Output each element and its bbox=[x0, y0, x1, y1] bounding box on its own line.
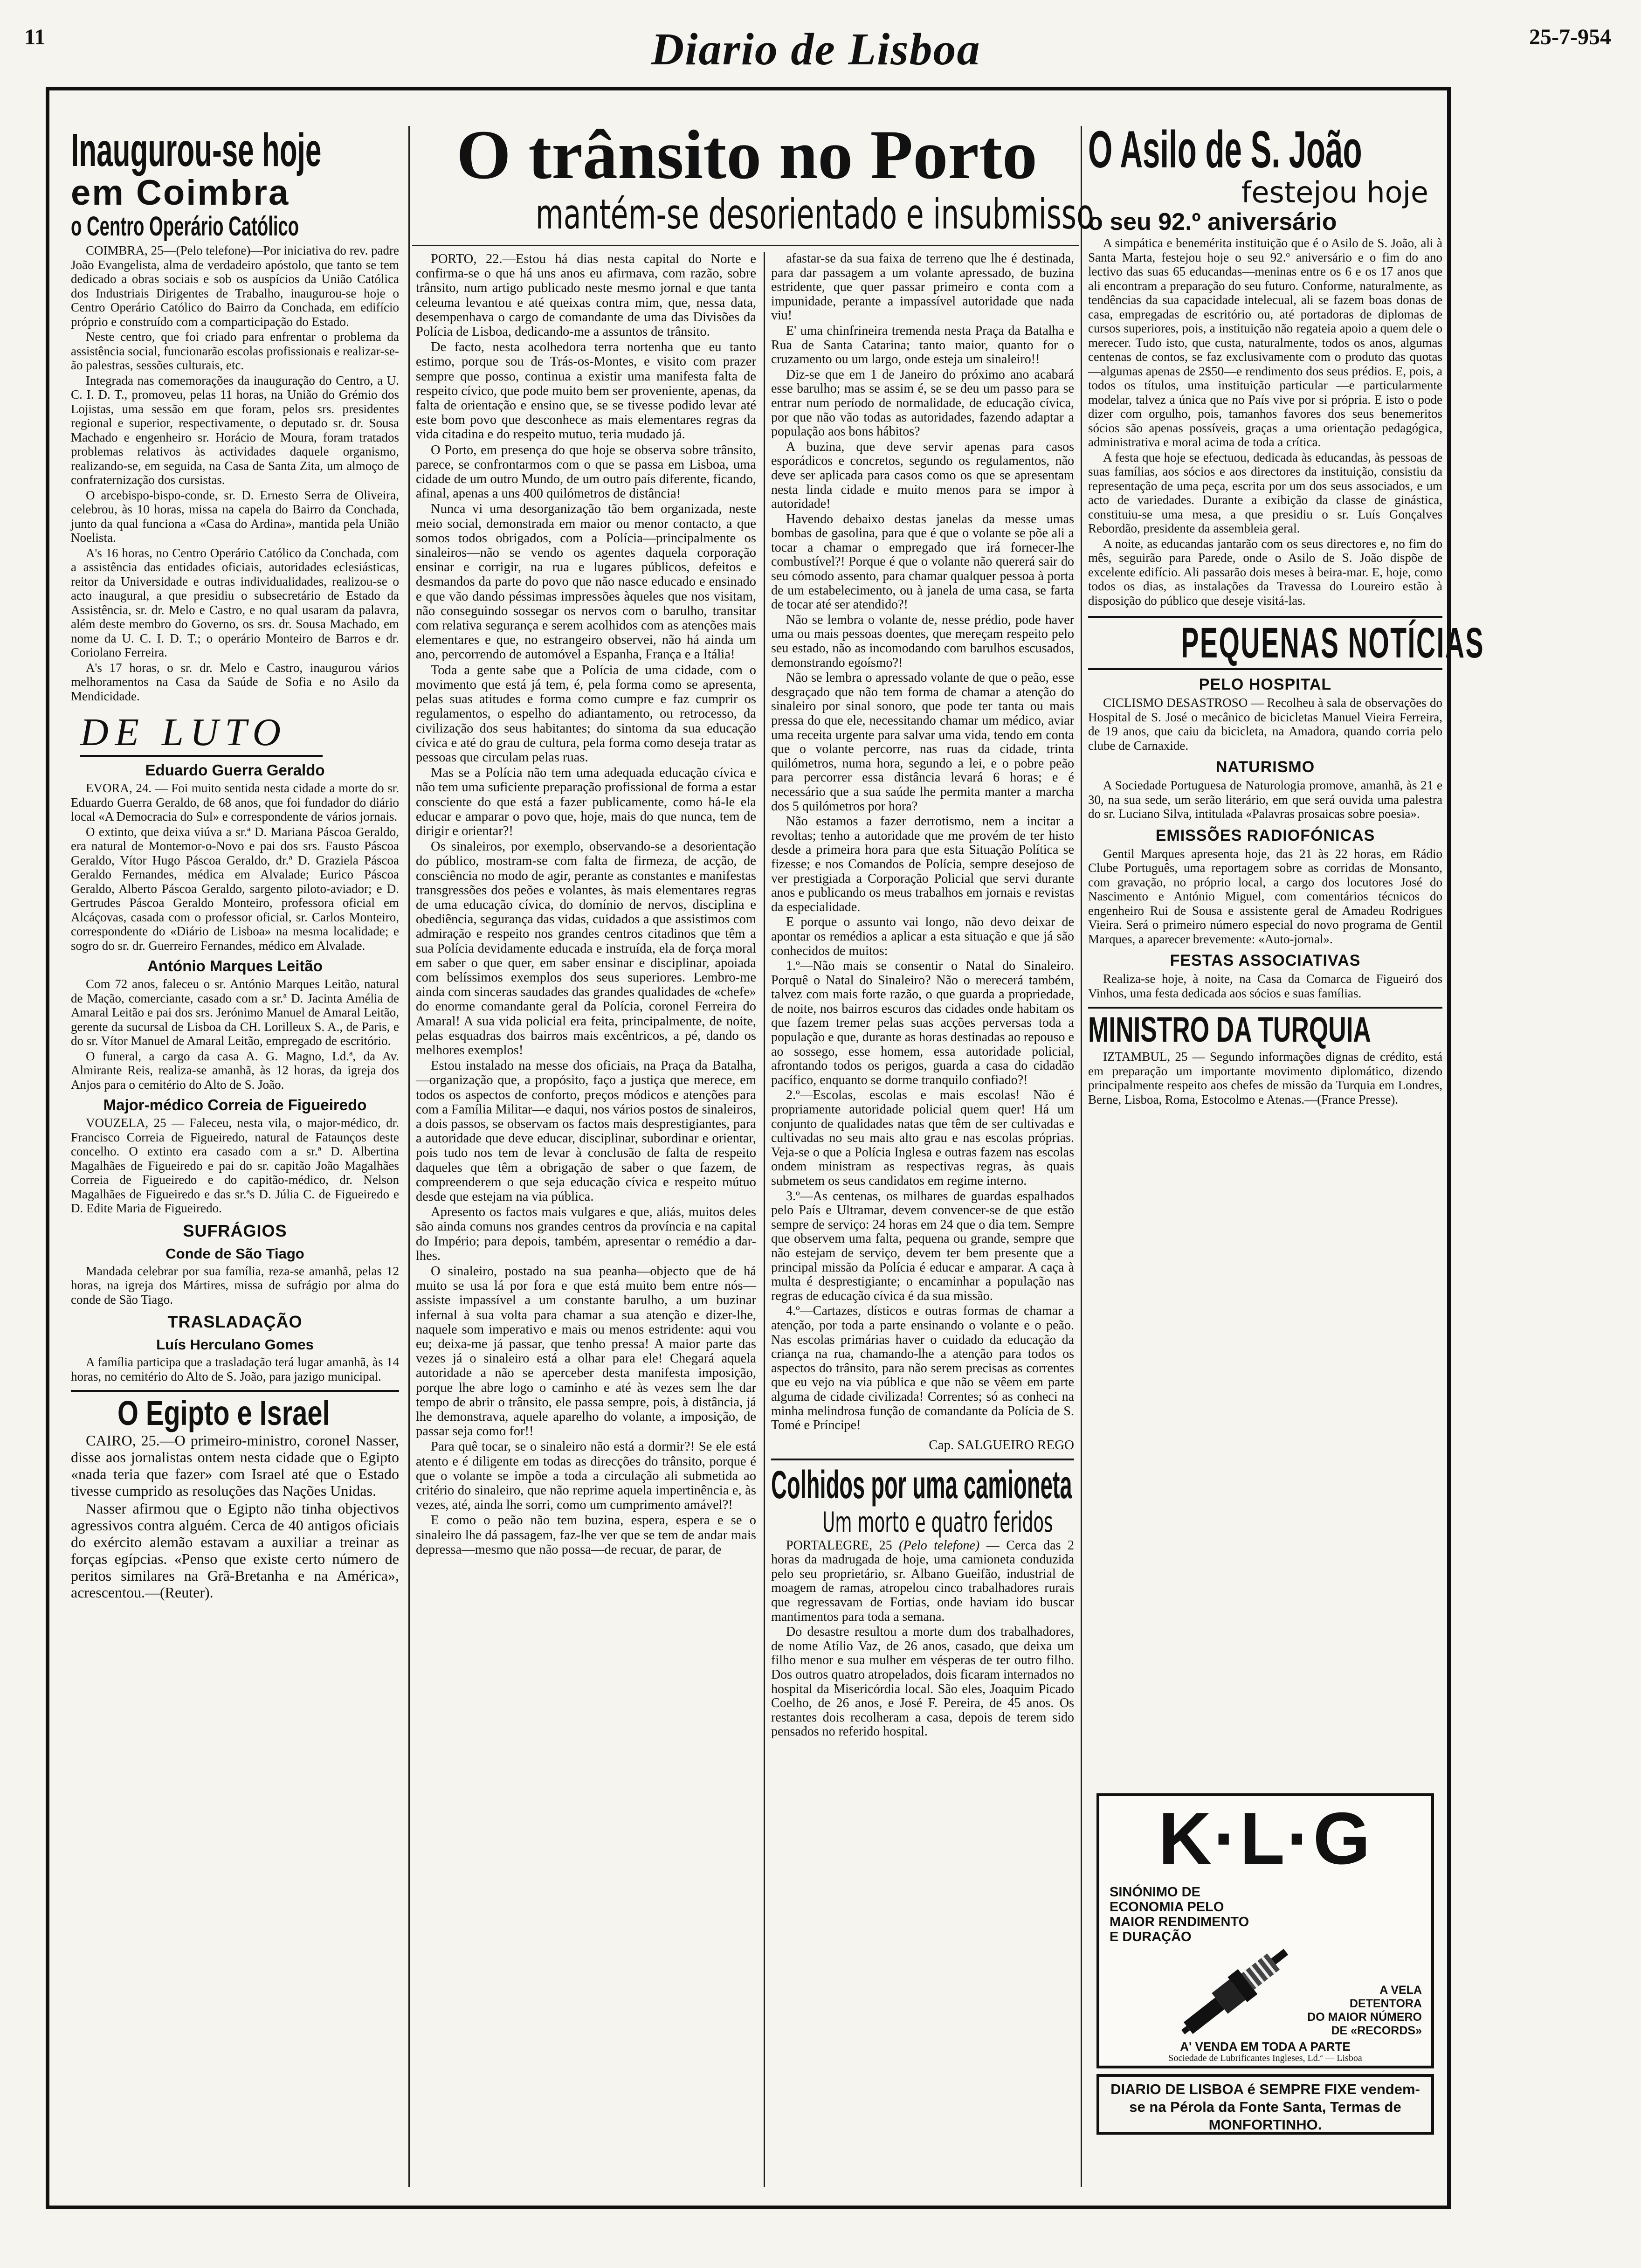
transito-body-part1 bbox=[416, 252, 756, 1557]
obituary-text bbox=[71, 977, 399, 1092]
paragraph: O sinaleiro, postado na sua peanha—objecto que de há muito se usa lá por fora e que está muito bem entre nós—assiste impassível a um constante barulho, a um buzinar infernal à sua volta para chamar a sua atenção e dizer-lhe, naquele som imperativo e mais ou menos estridente: aqui vou eu; deixa-me já passar, que tenho pressa! A maior parte das vezes já o sinaleiro está a olhar para ele! Chegará aquela autoridade a não se aperceber desta manifesta imposição, porque lhe abre logo o caminho e até às vezes sem lhe dar tempo de abrir o trânsito, ele passa sempre, pois, à distância, já lhe demonstrava, aquele aparelho do volante, a imposição, de passar seja como for!! bbox=[416, 1264, 756, 1439]
page-number: 11 bbox=[24, 25, 46, 49]
sufragios-name: Conde de São Tiago bbox=[165, 1245, 304, 1262]
egipto-article bbox=[71, 1390, 399, 1601]
ministro-headline: MINISTRO DA TURQUIA bbox=[1088, 1010, 1371, 1050]
coimbra-body bbox=[71, 243, 399, 703]
paragraph: Para quê tocar, se o sinaleiro não está a dormir?! Se ele está atento e é diligente em todas as direcções do trânsito, porque é que o volante se impõe a toda a circulação ali submetida ao critério do sinaleiro, que não reprime aquela impertinência e, às vezes, até, ainda lhe sorri, como um cumprimento amável?! bbox=[416, 1439, 756, 1513]
headline-rule bbox=[412, 245, 1079, 246]
transito-body-part2 bbox=[771, 252, 1074, 1433]
dateline-paren: (Pelo telefone) bbox=[899, 1538, 980, 1553]
slogan-line: MAIOR RENDIMENTO bbox=[1110, 1915, 1249, 1929]
obituary-name: António Marques Leitão bbox=[147, 957, 323, 975]
news-item-heading: PELO HOSPITAL bbox=[1199, 676, 1332, 693]
transito-headline: O trânsito no Porto bbox=[456, 116, 1037, 194]
paragraph: Não estamos a fazer derrotismo, nem a incitar a revoltas; tenho a autoridade que me provém de ter histo desde a primeira hora para que esta Situação Política se fizesse; e nos Comandos de Polícia, sempre desejoso de ver prestigiada a Corporação Policial que servi durante anos e publicando os meus trabalhos em jornais e revistas da especialidade. bbox=[771, 814, 1074, 914]
paragraph: afastar-se da sua faixa de terreno que lhe é destinada, para dar passagem a um volante apressado, de buzina estridente, que quer passar primeiro e conta com a impunidade, perante a impassível autoridade que nada viu! bbox=[771, 251, 1074, 323]
ministro-article bbox=[1088, 1007, 1442, 1106]
company-name: Ingleses, Ld.ª — Lisboa bbox=[1272, 2053, 1362, 2063]
camioneta-headline: Colhidos por uma camioneta bbox=[771, 1462, 1072, 1507]
obituary-name: Eduardo Guerra Geraldo bbox=[145, 761, 325, 779]
news-item-text bbox=[1088, 847, 1442, 947]
paragraph: A noite, as educandas jantarão com os seus directores e, no fim do mês, seguirão para Parede, onde o Asilo de S. João dispõe de excelente edifício. Ali passarão dois meses à beira-mar. E, hoje, como todos os dias, as instalações da Travessa do Loureiro estão à disposição do público que deseje visitá-las. bbox=[1088, 536, 1442, 608]
news-item-text bbox=[1088, 972, 1442, 1000]
paragraph: Não se lembra o apressado volante de que o peão, esse desgraçado que não tem forma de chamar a atenção do sinaleiro por sinal sonoro, que pode ter tanta ou mais pressa do que ele, necessitando chamar um médico, aviar uma receita urgente para salvar uma vida, tendo em conta que o volante percorre, nas ruas da cidade, trinta quilómetros, numa hora, segundo a lei, e o pobre peão para percorrer essa distância levará 6 horas; e é necessário que a sua saúde lhe permita manter a marcha dos 5 quilómetros por hora? bbox=[771, 671, 1074, 814]
klg-availability: A' VENDA EM TODA A PARTE bbox=[1180, 2040, 1351, 2054]
pequenas-noticias-heading: PEQUENAS NOTÍCIAS bbox=[1181, 619, 1485, 667]
news-item-text bbox=[1088, 696, 1442, 753]
paragraph: Nunca vi uma desorganização tão bem organizada, neste meio social, demonstrada em maior ou menor contacto, a que somos todos obrigados, com a Polícia—principalmente os sinaleiros—não se vendo os agentes daquela corporação ensinar e corrigir, na rua e lugares públicos, defeitos e desmandos da parte do povo que não nasce educado e ensinado e que vão dando péssimas impressões àqueles que nos visitam, não conseguindo sossegar os nervos com o barulho, transitar com relativa segurança e serem acolhidos com as atenções mais elementares e que, no estrangeiro observei, não há ainda um ano, percorrendo de automóvel a Espanha, França e a Itália! bbox=[416, 502, 756, 662]
paragraph: Do desastre resultou a morte dum dos trabalhadores, de nome Atílio Vaz, de 26 anos, casado, que deixa um filho menor e sua mulher em vésperas de ter outro filho. Dos outros quatro atropelados, dois ficaram internados no hospital da Misericórdia local. São eles, Joaquim Picado Coelho, de 26 anos, e José F. Pereira, de 45 anos. Os restantes dois recolheram a casa, depois de terem sido pensados no referido hospital. bbox=[771, 1625, 1074, 1739]
asilo-subheadline-2: o seu 92.º aniversário bbox=[1088, 208, 1337, 235]
tagline-line: DO MAIOR NÚMERO bbox=[1307, 2011, 1422, 2024]
transito-subheadline-wrap bbox=[416, 190, 1094, 238]
paragraph: A's 17 horas, o sr. dr. Melo e Castro, inaugurou vários melhoramentos na Casa da Saúde de Sofia e no Asilo da Mendicidade. bbox=[71, 660, 399, 703]
asilo-body bbox=[1088, 236, 1442, 608]
paragraph: Realiza-se hoje, à noite, na Casa da Comarca de Figueiró dos Vinhos, uma festa dedicada aos sócios e suas famílias. bbox=[1088, 972, 1442, 1000]
obituary-text bbox=[71, 1116, 399, 1216]
transito-subheadline: mantém-se desorientado e insubmisso bbox=[535, 190, 1094, 238]
paragraph: E' uma chinfrineira tremenda nesta Praça da Batalha e Rua de Santa Catarina; tanto maior, quanto for o cruzamento ou um largo, onde esteja um sinaleiro!! bbox=[771, 323, 1074, 367]
paragraph: Nasser afirmou que o Egipto não tinha objectivos agressivos contra alguém. Cerca de 40 antigos oficiais do exército alemão estavam a auxiliar a treinar as forças egípcias. «Penso que existe certo número de peritos similares na Grã-Bretanha e na América», acrescentou.—(Reuter). bbox=[71, 1500, 399, 1601]
paragraph: PORTO, 22.—Estou há dias nesta capital do Norte e confirma-se o que há uns anos eu afirmava, com razão, sobre trânsito, num artigo publicado neste mesmo jornal e que tanta celeuma levantou e até queixas contra mim, que, nessa data, desempenhava o cargo de comandante de uma das Divisões da Polícia de Lisboa, dedicando-me a assuntos de trânsito. bbox=[416, 252, 756, 339]
paragraph: CICLISMO DESASTROSO — Recolheu à sala de observações do Hospital de S. José o mecânico de bicicletas Manuel Vieira Ferreira, de 19 anos, que caiu da bicicleta, na Amadora, quando corria pelo clube de Carnaxide. bbox=[1088, 696, 1442, 753]
tagline-line: DETENTORA bbox=[1349, 1997, 1422, 2010]
paragraph: Integrada nas comemorações da inauguração do Centro, a U. C. I. D. T., promoveu, pelas 11 horas, na União do Grémio dos Lojistas, uma sessão em que foram, pelos srs. presidentes regional e superior, respectivamente, o deputado sr. dr. Sousa Machado e engenheiro sr. Horácio de Moura, foram tratados problemas relativos às actividades daquele organismo, realizando-se, em seguida, na Casa de Santa Zita, um almoço de confraternização dos cursistas. bbox=[71, 373, 399, 487]
coimbra-subheadline: em Coimbra bbox=[71, 173, 290, 213]
asilo-subheadline-1: festejou hoje bbox=[1241, 175, 1428, 209]
column-rule-3 bbox=[1081, 126, 1082, 2187]
sufragios-heading: SUFRÁGIOS bbox=[183, 1221, 287, 1240]
trasladacao-heading: TRASLADAÇÃO bbox=[167, 1312, 303, 1331]
paragraph: Apresento os factos mais vulgares e que, aliás, muitos deles são ainda comuns nos grandes centros da província e na capital do Império; para depois, também, apresentar o remédio a dar-lhes. bbox=[416, 1205, 756, 1263]
paragraph: Os sinaleiros, por exemplo, observando-se a desorientação do público, mostram-se com falta de firmeza, de acção, de consciência no modo de agir, perante as constantes e manifestas transgressões dos peões e volantes, às mais elementares regras de uma educação cívica, do domínio de nervos, disciplina e obediência, segurança das vidas, cuidados a que assistimos com admiração e respeito nos grandes centros citadinos que têm a sua Polícia devidamente educada e instruída, ela de força moral em saber o que quer, em saber ensinar e disciplinar, apoiada com belíssimos exemplos dos seus superiores. Lembro-me ainda com sinceras saudades das grandes qualidades de «chefe» do enorme comandante geral da Polícia, coronel Ferreira do Amaral! A sua vida policial era feita, principalmente, de noite, pelas esquadras dos bairros mais excêntricos, a pé, dando os melhores exemplos! bbox=[416, 839, 756, 1058]
camioneta-article bbox=[771, 1459, 1074, 1739]
paragraph: O funeral, a cargo da casa A. G. Magno, Ld.ª, da Av. Almirante Reis, realiza-se amanhã, às 12 horas, da igreja dos Anjos para o cemitério do Alto de S. João. bbox=[71, 1049, 399, 1092]
paragraph: Não se lembra o volante de, nesse prédio, pode haver uma ou mais pessoas doentes, que mereçam respeito pelo seu estado, não as incomodando com barulhos escusados, demonstrando egoísmo?! bbox=[771, 612, 1074, 670]
pequenas-noticias-banner bbox=[1088, 616, 1485, 670]
klg-brand: K·L·G bbox=[1158, 1798, 1372, 1880]
news-item-heading: FESTAS ASSOCIATIVAS bbox=[1170, 952, 1361, 969]
coimbra-kicker: o Centro Operário Católico bbox=[71, 211, 299, 242]
column-3 bbox=[771, 252, 1074, 2192]
paragraph: A Sociedade Portuguesa de Naturologia promove, amanhã, às 21 e 30, na sua sede, um serão literário, em que será ouvida uma palestra do sr. Luciano Silva, intitulada «Palavras prosaicas sobre poesia». bbox=[1088, 778, 1442, 821]
luto-heading: DE LUTO bbox=[80, 710, 323, 757]
tagline-line: A VELA bbox=[1379, 1984, 1422, 1997]
paragraph: De facto, nesta acolhedora terra nortenha que eu tanto estimo, porque sou de Trás-os-Montes, e visito com prazer sempre que posso, continua a existir uma manifesta falta de respeito cívico, que pode muito bem ser proveniente, apenas, da falta de orientação e ensino que, se se tivesse podido levar até este bom povo que desconhece as mais elementares regras da vida citadina e do respeito mutuo, teria mudado já. bbox=[416, 340, 756, 442]
klg-company bbox=[1099, 2054, 1431, 2063]
paragraph: 2.º—Escolas, escolas e mais escolas! Não é propriamente autoridade policial quem quer! Há um conjunto de qualidades natas que têm de ser cultivadas e cultivadas no seu mais alto grau e nas escolas próprias. Veja-se o que a Polícia Inglesa e outras fazem nas escolas ondem ministram as respectivas regras, às quais submetem os seus candidatos em regime interno. bbox=[771, 1088, 1074, 1188]
obituaries-section bbox=[71, 710, 399, 1383]
paragraph: Mas se a Polícia não tem uma adequada educação cívica e não tem uma suficiente preparação profissional de forma a estar consciente do que está a fazer publicamente, como há-le ela educar e amparar o povo que, hoje, mais do que nunca, tem de dirigir e orientar?! bbox=[416, 766, 756, 838]
paragraph: IZTAMBUL, 25 — Segundo informações dignas de crédito, está em preparação um importante movimento diplomático, dizendo principalmente respeito aos chefes de missão da Turquia em Londres, Berne, Lisboa, Roma, Estocolmo e Atenas.—(France Presse). bbox=[1088, 1050, 1442, 1106]
coimbra-headline: Inaugurou-se hoje bbox=[71, 124, 322, 176]
news-item-heading: EMISSÕES RADIOFÓNICAS bbox=[1155, 826, 1375, 844]
slogan-line: SINÓNIMO DE bbox=[1110, 1885, 1200, 1900]
paragraph: O extinto, que deixa viúva a sr.ª D. Mariana Páscoa Geraldo, era natural de Montemor-o-Novo e pai dos srs. Fausto Páscoa Geraldo, Vítor Hugo Páscoa Geraldo, dr.ª D. Graziela Páscoa Geraldo Fernandes, médica em Alvalade; Eurico Páscoa Geraldo, Alberto Páscoa Geraldo, sargento piloto-aviador; e D. Gertrudes Páscoa Geraldo Monteiro, professora oficial em Alcáçovas, casada com o professor oficial, sr. Carlos Monteiro, correspondente do «Diário de Lisboa» na mesma localidade; e sogro do sr. dr. Guerreiro Fernandes, médico em Alvalade. bbox=[71, 824, 399, 953]
spark-plug-icon bbox=[1165, 1936, 1304, 2048]
paragraph: A's 16 horas, no Centro Operário Católico da Conchada, com a assistência das entidades oficiais, autoridades eclesiásticas, reitor da Universidade e outras individualidades, realizou-se o acto inaugural, a que presidiu o subsecretário de Estado da Assistência, sr. dr. Melo e Castro, e no qual usaram da palavra, além deste membro do Governo, os srs. dr. Sousa Machado, em nome da U. C. I. D. T.; o operário Monteiro de Barros e dr. Coriolano Ferreira. bbox=[71, 546, 399, 659]
paragraph: 4.º—Cartazes, dísticos e outras formas de chamar a atenção, por toda a parte ensinando o volante e o peão. Nas escolas primárias haver o cuidado da educação da criança na rua, chamando-lhe a atenção para todos os aspectos do trânsito, para não serem precisas as correntes que eu vejo na via pública e que não se vêem em parte alguma de cidade civilizada! Correntes; só as conheci na minha melindrosa função de comandante da Polícia de S. Tomé e Príncipe! bbox=[771, 1304, 1074, 1433]
paragraph: A festa que hoje se efectuou, dedicada às educandas, às pessoas de suas famílias, aos sócios e aos directores da instituição, consistiu da representação de uma peça, escrita por um dos seus associados, e um acto de variedades. Durante a exibição da classe de ginástica, constituiu-se uma mesa, a que presidiu o sr. Luís Gonçalves Rebordão, presidente da assembleia geral. bbox=[1088, 450, 1442, 535]
klg-slogan bbox=[1110, 1885, 1249, 1944]
masthead: Diario de Lisboa bbox=[651, 24, 981, 75]
paragraph: A família participa que a trasladação terá lugar amanhã, às 14 horas, no cemitério do Alto de S. João, para jazigo municipal. bbox=[71, 1355, 399, 1383]
paragraph: 3.º—As centenas, os milhares de guardas espalhados pelo País e Ultramar, devem convencer-se de que estão sempre de serviço: 24 horas em 24 que o dia tem. Sempre que observem uma falta, pequena ou grande, sempre que não estejam de serviço, devem ter bem presente que a principal missão da Polícia é educar e amparar. A caça à multa é desprestigiante; o encaminhar a população nas regras de educação cívica é da sua missão. bbox=[771, 1189, 1074, 1303]
paragraph: O arcebispo-bispo-conde, sr. D. Ernesto Serra de Oliveira, celebrou, às 10 horas, missa na capela do Bairro da Conchada, junto da qual funciona a «Casa do Ardina», mantida pela União Noelista. bbox=[71, 488, 399, 545]
footer-notice: DIARIO DE LISBOA é SEMPRE FIXE vendem-se na Pérola da Fonte Santa, Termas de MONFORTINHO. bbox=[1096, 2074, 1434, 2135]
egipto-body bbox=[71, 1432, 399, 1601]
obituary-name: Major-médico Correia de Figueiredo bbox=[103, 1096, 367, 1113]
column-rule-1 bbox=[408, 126, 410, 2187]
camioneta-subheadline: Um morto e quatro feridos bbox=[822, 1506, 1053, 1539]
sufragios-text bbox=[71, 1264, 399, 1307]
news-item-heading: NATURISMO bbox=[1215, 758, 1315, 776]
paragraph: Estou instalado na messe dos oficiais, na Praça da Batalha,—organização que, a propósito, faço a justiça que merece, em todos os aspectos de conforto, preços módicos e atenções para com a Família Militar—e daqui, nos vários postos de sinaleiros, a dois passos, se observam os factos mais desprestigiantes, para a autoridade que deve educar, disciplinar, subordinar e orientar, pois tudo nos tem de levar à conclusão de falta de respeito daqueles que têm a obrigação de saber o que fazem, de compreenderem o que seja educação cívica e respeito mútuo desde que estejam na via pública. bbox=[416, 1058, 756, 1204]
paragraph: COIMBRA, 25—(Pelo telefone)—Por iniciativa do rev. padre João Evangelista, alma de verdadeiro apóstolo, que tanto se tem dedicado a obras sociais e sob os auspícios da União Católica dos Industriais Dirigentes de Trabalho, inaugurou-se hoje o Centro Operário Católico do Bairro da Conchada, em edifício próprio e construído com a comparticipação do Estado. bbox=[71, 243, 399, 329]
coimbra-article bbox=[71, 126, 399, 703]
trasladacao-text bbox=[71, 1355, 399, 1383]
paragraph: 1.º—Não mais se consentir o Natal do Sinaleiro. Porquê o Natal do Sinaleiro? Não o merecerá também, talvez com mais forte razão, o que guarda a propriedade, de noite, nos bairros escuros das cidades onde habitam os que fazem tremer pelas suas acções perversas toda a população e que, durante as horas destinadas ao repouso e ao sossego, esse homem, essa autoridade policial, afrontando todos os perigos, guarda a casa do cidadão pacífico, enquanto se dorme tranquilo confiado?! bbox=[771, 959, 1074, 1087]
paragraph: Toda a gente sabe que a Polícia de uma cidade, com o movimento que está já tem, é, pela forma como se apresenta, pelas suas atitudes e forma como cumpre e faz cumprir os regulamentos, o espelho do adiantamento, ou retrocesso, da civilização dos seus habitantes; do sintoma da sua educação cívica e até do grau de cultura, pela forma como deseja tratar as pessoas que circulam pelas ruas. bbox=[416, 663, 756, 765]
camioneta-body bbox=[771, 1539, 1074, 1739]
column-2 bbox=[416, 252, 756, 2192]
asilo-article bbox=[1088, 122, 1442, 608]
column-1 bbox=[71, 126, 399, 2196]
egipto-headline: O Egipto e Israel bbox=[117, 1394, 330, 1432]
news-item-text bbox=[1088, 778, 1442, 821]
asilo-headline: O Asilo de S. João bbox=[1088, 120, 1362, 179]
article-signature: Cap. SALGUEIRO REGO bbox=[929, 1437, 1074, 1452]
paragraph: CAIRO, 25.—O primeiro-ministro, coronel Nasser, disse aos jornalistas ontem nesta cidade que o Egipto «nada teria que fazer» com Israel até que o Estado tivesse cumprido as resoluções das Nações Unidas. bbox=[71, 1432, 399, 1499]
klg-tagline bbox=[1307, 1984, 1422, 2038]
trasladacao-name: Luís Herculano Gomes bbox=[156, 1336, 314, 1353]
paragraph: EVORA, 24. — Foi muito sentida nesta cidade a morte do sr. Eduardo Guerra Geraldo, de 68 anos, que foi fundador do diário local «A Democracia do Sul» e correspondente de vários jornais. bbox=[71, 781, 399, 823]
paragraph: Com 72 anos, faleceu o sr. António Marques Leitão, natural de Mação, comerciante, casado com a sr.ª D. Jacinta Amélia de Amaral Leitão e pai dos srs. Jerónimo Manuel de Amaral Leitão, gerente da sucursal de Lisboa da CH. Lorilleux S. A., de Paris, e do sr. Vítor Manuel de Amaral Leitão, empregado de escritório. bbox=[71, 977, 399, 1048]
paragraph: Havendo debaixo destas janelas da messe umas bombas de gasolina, para que é que o volante se põe ali a tocar a chamar o empregado que irá fornecer-lhe combustível?! Porque é que o volante não quererá sair do seu cómodo assento, para chamar qualquer pessoa à porta de um estabelecimento, ou à janela de uma casa, se farta de tocar até ser atendido?! bbox=[771, 512, 1074, 612]
paragraph: Neste centro, que foi criado para enfrentar o problema da assistência social, funcionarão escolas profissionais e realizar-se-ão palestras, sessões culturais, etc. bbox=[71, 330, 399, 372]
tagline-line: DE «RECORDS» bbox=[1331, 2024, 1422, 2037]
dateline: PORTALEGRE, 25 bbox=[786, 1538, 892, 1553]
paragraph: Mandada celebrar por sua família, reza-se amanhã, pelas 12 horas, na igreja dos Mártires, missa de sufrágio por alma do conde de São Tiago. bbox=[71, 1264, 399, 1307]
column-rule-2 bbox=[764, 252, 765, 2187]
paragraph: Gentil Marques apresenta hoje, das 21 às 22 horas, em Rádio Clube Português, uma reportagem sobre as corridas de Monsanto, com gravação, no próprio local, a cargo dos locutores José do Nascimento e António Miguel, com comentários técnicos do engenheiro Rui de Sousa e assistente geral de Amadeu Rodrigues Vieira. Será o primeiro número especial do novo programa de Gentil Marques, a aparecer brevemente: «Auto-jornal». bbox=[1088, 846, 1442, 946]
ministro-body bbox=[1088, 1050, 1442, 1106]
slogan-line: E DURAÇÃO bbox=[1110, 1929, 1192, 1944]
paragraph: O Porto, em presença do que hoje se observa sobre trânsito, parece, se confrontarmos com o que se passa em Lisboa, uma cidade de um outro Mundo, de um outro país diferente, ficando, afinal, apenas a uns 400 quilómetros de distância! bbox=[416, 443, 756, 501]
paragraph: E porque o assunto vai longo, não devo deixar de apontar os remédios a aplicar a esta situação e que já são conhecidos de muitos: bbox=[771, 915, 1074, 958]
paragraph: Diz-se que em 1 de Janeiro do próximo ano acabará esse barulho; mas se assim é, se se deu um passo para se entrar num período de normalidade, de educação cívica, por que não vão todas as autoridades, fazendo adaptar a população aos bons hábitos? bbox=[771, 367, 1074, 439]
slogan-line: ECONOMIA PELO bbox=[1110, 1900, 1224, 1915]
paragraph: VOUZELA, 25 — Faleceu, nesta vila, o major-médico, dr. Francisco Correia de Figueiredo, natural de Fataunços deste concelho. O extinto era casado com a sr.ª D. Albertina Magalhães de Figueiredo e pai do sr. capitão João Magalhães Correia de Figueiredo e do capitão-médico, dr. Nelson Magalhães de Figueiredo e das sr.ªs D. Júlia C. de Figueiredo e D. Edite Maria de Figueiredo. bbox=[71, 1116, 399, 1215]
obituary-text bbox=[71, 781, 399, 953]
paragraph: A simpática e benemérita instituição que é o Asilo de S. João, ali à Santa Marta, festejou hoje o seu 92.º aniversário e o fim do ano lectivo das suas 65 educandas—meninas entre os 6 e os 17 anos que ali encontram a preparação do seu futuro. Conforme, naturalmente, as tendências da sua capacidade intelecual, ali se fazem boas donas de casa, empregadas de escritório ou, até portadoras de diplomas de cursos superiores, pois, a instituição não regateia apoio a quem dele o merecer. Tudo isto, que custa, naturalmente, todos os anos, algumas centenas de contos, se faz exclusivamente com o produto das quotas—algumas apenas de 2$50—e rendimento dos seus prédios. E, pois, a todos os títulos, uma instituição particular —e particularmente modelar, talvez a única que no País vive por si própria. E isto o pode dizer com orgulho, pois, tamanhos favores dos seus benemeritos sócios são apenas possíveis, graças a uma orientação pedagógica, administrativa e moral acima de toda a crítica. bbox=[1088, 236, 1442, 449]
pequenas-noticias bbox=[1088, 616, 1485, 1000]
paragraph: A buzina, que deve servir apenas para casos esporádicos e concretos, segundo os regulamentos, não deve ser aplicada para casos como os que se apresentam nesta linda cidade e muito menos para se impor à autoridade! bbox=[771, 439, 1074, 512]
company-name: Sociedade de Lubrificantes bbox=[1168, 2053, 1270, 2063]
paragraph: — Cerca das 2 horas da madrugada de hoje, uma camioneta conduzida pelo seu proprietário, sr. Albano Gueifão, industrial de moagem de ramas, atropelou cinco trabalhadores rurais que regressavam de Fortias, onde haviam ido buscar mantimentos para toda a semana. bbox=[771, 1538, 1074, 1624]
paragraph: E como o peão não tem buzina, espera, espera e se o sinaleiro lhe dá passagem, faz-lhe ver que se tem de andar mais depressa—mesmo que não possa—de recuar, de parar, de bbox=[416, 1513, 756, 1557]
klg-advertisement bbox=[1096, 1793, 1434, 2068]
issue-date: 25-7-954 bbox=[1529, 25, 1611, 49]
